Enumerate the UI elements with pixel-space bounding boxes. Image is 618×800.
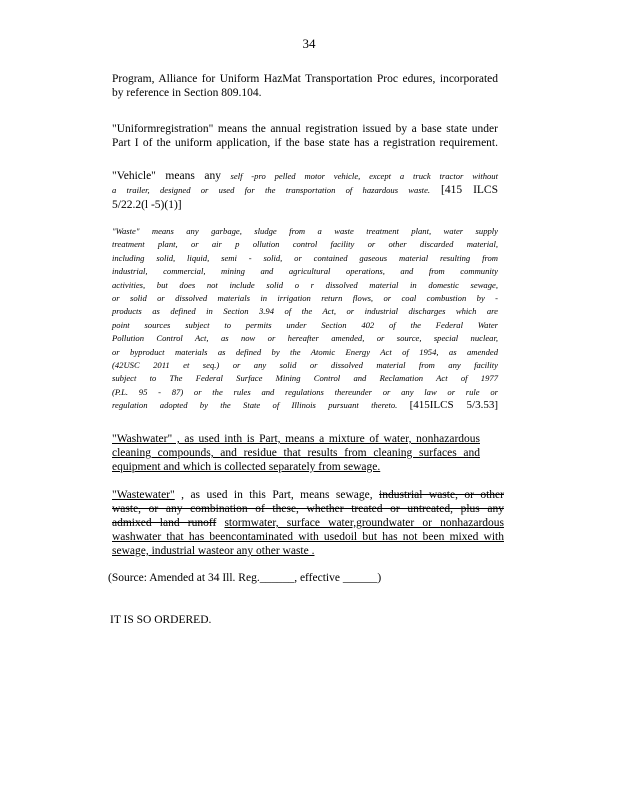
text-line: or byproduct materials as defined by the Atomic Energy Act of 1954, as amended (112, 346, 498, 357)
text-line: "Waste" means any garbage, sludge from a waste treatment plant, water supply (112, 226, 498, 236)
text-line (112, 183, 498, 197)
text-line: Program, Alliance for Uniform HazMat Transportation Proc edures, incorporated (112, 73, 498, 85)
waste-lines (112, 225, 498, 386)
text-line: (P.L. 95 - 87) or the rules and regulations thereunder or any law or rule or (112, 386, 498, 397)
text-line: subject to The Federal Surface Mining Control and Reclamation Act of 1977 (112, 373, 498, 384)
definition-vehicle (112, 169, 498, 212)
definition-continuation (112, 72, 498, 100)
inserted-text: stormwater, surface water,groundwater or nonhazardous (224, 517, 504, 529)
page-number: 34 (302, 36, 316, 51)
text-line: treatment plant, or air p ollution control facility or other discarded material, (112, 239, 498, 250)
deleted-text: admixed land runoff (112, 517, 217, 529)
text-line: by reference in Section 809.104. (112, 87, 262, 99)
deleted-text: industrial waste, or other (379, 489, 504, 501)
text-line: Part I of the uniform application, if the base state has a registration requirement. (112, 137, 498, 149)
text-line (112, 488, 504, 502)
citation: [415ILCS 5/3.53] (409, 399, 498, 412)
text-segment: "Vehicle" means any (112, 170, 231, 182)
text-line: (42USC 2011 et seq.) or any solid or dissolved material from any facility (112, 360, 498, 371)
text-line: industrial, commercial, mining and agricultural operations, and from community (112, 266, 498, 277)
text-line: or solid or dissolved materials in irrigation return flows, or coal combustion by - (112, 293, 498, 304)
text-line (112, 516, 504, 530)
text-line: products as defined in Section 3.94 of the Act, or industrial discharges which are (112, 306, 498, 317)
ordered-statement: IT IS SO ORDERED. (110, 614, 212, 626)
text-line: "Uniformregistration" means the annual registration issued by a base state under (112, 123, 498, 135)
text-segment: a trailer, designed or used for the transportation of hazardous waste. (112, 185, 431, 196)
text-line: washwater that has beencontaminated with usedoil but has not been mixed with (112, 531, 504, 543)
text-segment: , as used in this Part, means sewage, (174, 489, 380, 501)
citation: [415 ILCS (441, 184, 498, 197)
text-segment: self -pro pelled motor vehicle, except a truck tractor without (230, 171, 498, 181)
definition-wastewater (112, 488, 504, 558)
text-line: activities, but does not include solid o r dissolved material in domestic sewage, (112, 279, 498, 290)
text-line: "Washwater" , as used inth is Part, means a mixture of water, nonhazardous (112, 433, 480, 445)
text-line: including solid, liquid, semi - solid, or contained gaseous material resulting from (112, 252, 498, 263)
text-line: 5/22.2(l -5)(1)] (112, 198, 182, 211)
text-line: cleaning compounds, and residue that results from cleaning surfaces and (112, 447, 480, 459)
text-segment: regulation adopted by the State of Illinois pursuant thereto. (112, 400, 398, 411)
source-note: (Source: Amended at 34 Ill. Reg.______, effective ______) (108, 572, 382, 584)
text-line: Pollution Control Act, as now or hereafter amended, or source, special nuclear, (112, 333, 498, 344)
text-segment: "Wastewater" (112, 489, 175, 501)
definition-waste (112, 225, 498, 413)
text-line (112, 169, 498, 183)
definition-uniform-registration (112, 122, 498, 150)
text-line: equipment and which is collected separately from sewage. (112, 461, 381, 473)
text-line: point sources subject to permits under Section 402 of the Federal Water (112, 319, 498, 330)
definition-washwater (112, 432, 480, 474)
text-line (112, 399, 498, 412)
text-line: sewage, industrial wasteor any other waste . (112, 545, 315, 557)
deleted-text-line: waste, or any combination of these, whether treated or untreated, plus any (112, 503, 504, 515)
